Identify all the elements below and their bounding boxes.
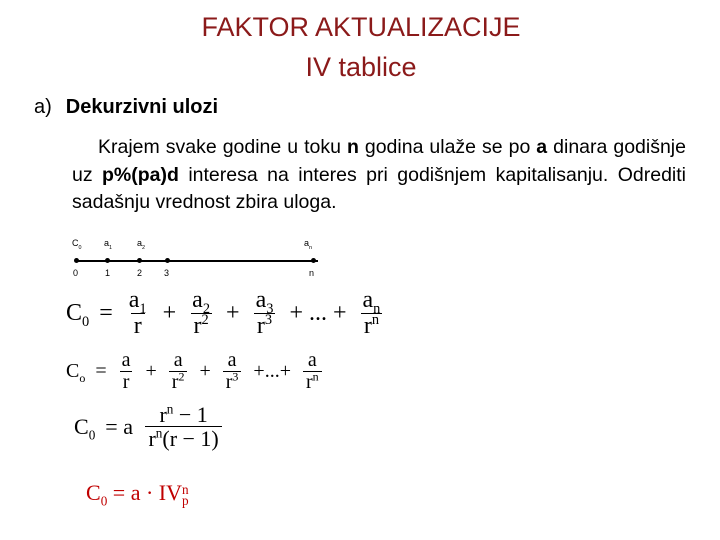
timeline-tick — [165, 258, 170, 263]
section-label: a) — [34, 96, 52, 118]
fraction: $\frac{a}{r^3}$ — [223, 350, 242, 393]
timeline-period: 2 — [137, 268, 143, 278]
fraction: $\frac{a_1}{r}$ — [128, 287, 147, 340]
fraction: $\frac{a}{r}$ — [121, 349, 131, 393]
formula-lhs: $C_0$ — [74, 413, 96, 442]
page-title: FAKTOR AKTUALIZACIJE — [201, 12, 521, 42]
formula-lhs: $C_0$ — [66, 300, 90, 330]
timeline-period: 1 — [105, 268, 111, 278]
problem-text — [72, 134, 686, 217]
timeline-tick — [311, 258, 316, 263]
timeline-axis — [76, 260, 318, 262]
fraction: $\frac{a_n}{r^n}$ — [362, 287, 381, 340]
fraction: $\frac{a_3}{r^3}$ — [255, 287, 274, 340]
var-n: n — [346, 136, 359, 158]
timeline-tick — [137, 258, 142, 263]
timeline-period: 3 — [164, 268, 170, 278]
equals-sign: = — [95, 360, 107, 382]
equals-times-a: = a — [105, 413, 133, 439]
formula-lhs: $C_o$ — [66, 360, 86, 385]
formula-equal-deposits — [66, 350, 324, 393]
plus-sign: + — [145, 360, 157, 382]
page-subtitle: IV tablice — [305, 52, 417, 82]
plus-sign: + — [199, 360, 211, 382]
var-a: a — [536, 136, 548, 158]
equals-sign: = — [99, 300, 113, 327]
timeline-label-c0: $C_0$ — [72, 238, 82, 251]
formula-present-value-sum — [66, 288, 385, 339]
text-run: dinara godišnje uz — [72, 136, 686, 186]
timeline-period: 0 — [73, 268, 79, 278]
section-heading — [34, 96, 218, 119]
plus-sign: + — [226, 300, 240, 327]
ellipsis-sum: + ... + — [289, 300, 347, 327]
fraction: $\frac{a}{r^2}$ — [169, 350, 188, 393]
interest-rate: p%(pa)d — [102, 163, 179, 186]
section-title: Dekurzivni ulozi — [65, 96, 219, 118]
timeline-tick — [105, 258, 110, 263]
text-run: interesa na interes pri godišnjem kapitalisanju. Odrediti sadašnju vrednost zbira uloga. — [72, 163, 686, 213]
timeline-tick — [74, 258, 79, 263]
fraction: $\frac{a}{r^n}$ — [303, 350, 322, 393]
formula-iv-table — [86, 480, 189, 507]
text-run: godina ulaže se po — [358, 136, 537, 158]
fraction: $\frac{a_2}{r^2}$ — [192, 287, 211, 340]
ellipsis-sum: +...+ — [253, 360, 291, 382]
iv-index: n p — [182, 481, 189, 508]
timeline-label-a1: $a_1$ — [104, 238, 113, 251]
timeline-period: n — [309, 268, 315, 278]
timeline-label-an: $a_n$ — [304, 238, 313, 251]
equals-times-iv: = a · IV — [112, 480, 182, 505]
formula-lhs: $C_0$ — [86, 480, 108, 509]
text-run: Krajem svake godine u toku — [98, 136, 347, 158]
fraction: $\frac{r^n - 1}{r^n(r - 1)}$ — [145, 403, 221, 450]
formula-closed-form — [74, 403, 224, 450]
plus-sign: + — [162, 300, 177, 327]
timeline-label-a2: $a_2$ — [137, 238, 146, 251]
